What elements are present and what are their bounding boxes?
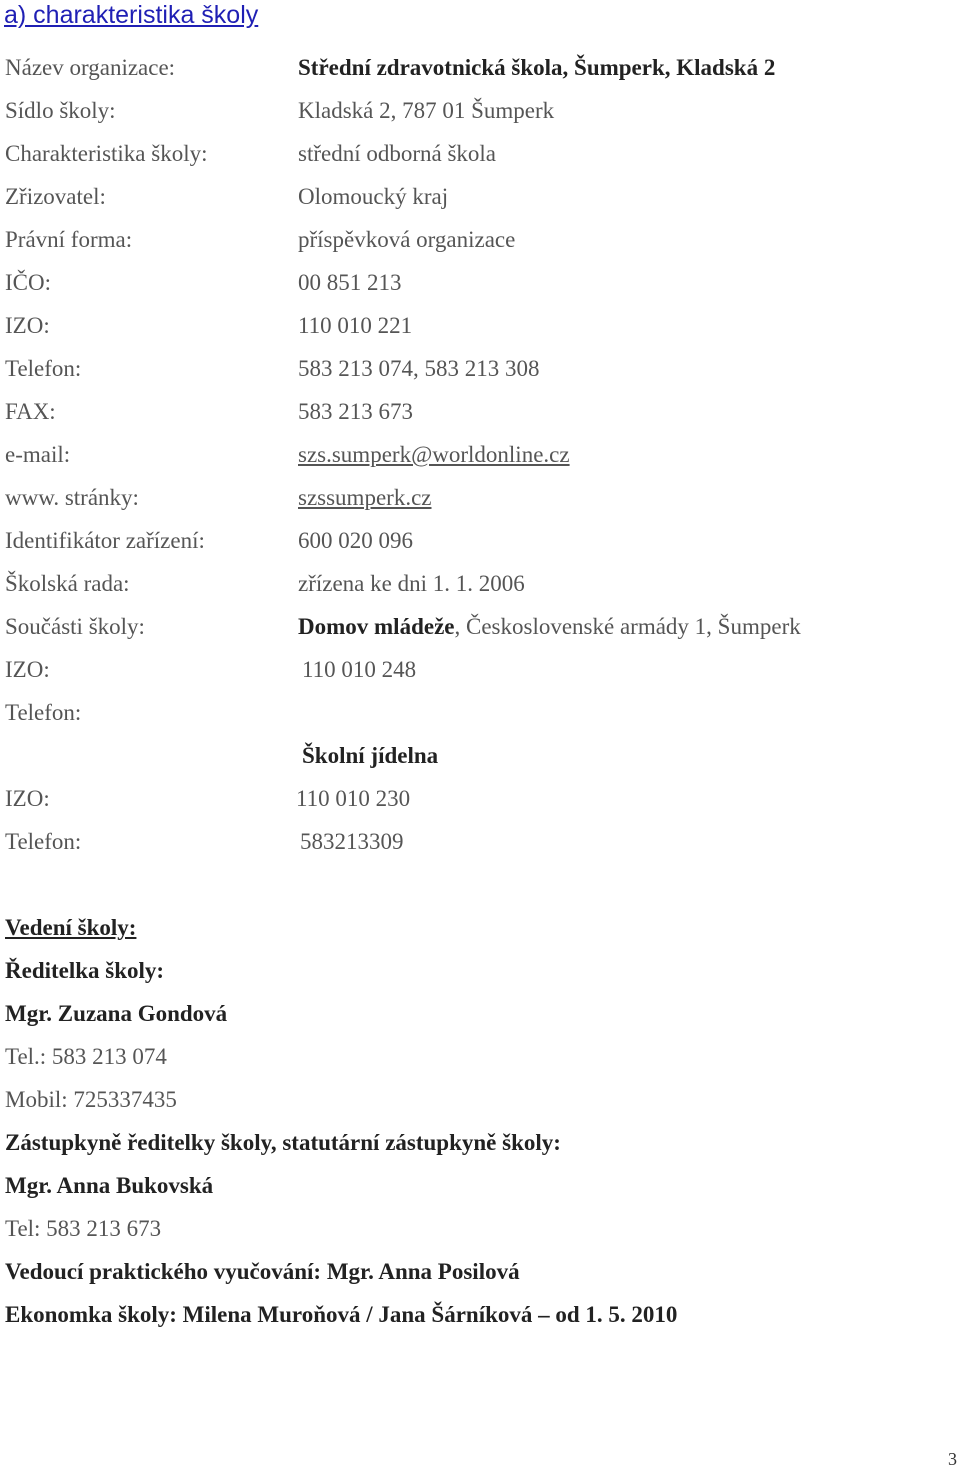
value-izo: 110 010 221 [298, 313, 413, 338]
value-zrizovatel: Olomoucký kraj [298, 184, 449, 209]
value-fax: 583 213 673 [298, 399, 413, 424]
label-soucasti: Součásti školy: [5, 614, 145, 639]
value-jidelna-izo: 110 010 230 [296, 786, 411, 811]
value-jidelna-telefon: 583213309 [300, 829, 404, 854]
label-email: e-mail: [5, 442, 71, 467]
zastupkyne-tel: Tel: 583 213 673 [5, 1216, 162, 1241]
zastupkyne-name: Mgr. Anna Bukovská [5, 1173, 214, 1198]
value-charakteristika: střední odborná škola [298, 141, 497, 166]
label-fax: FAX: [5, 399, 56, 424]
ekonomka: Ekonomka školy: Milena Muroňová / Jana Šárníková – od 1. 5. 2010 [5, 1302, 678, 1327]
reditelka-label: Ředitelka školy: [5, 958, 165, 983]
label-domov-telefon: Telefon: [5, 700, 82, 725]
label-telefon: Telefon: [5, 356, 82, 381]
website-link[interactable]: szssumperk.cz [298, 485, 432, 510]
jidelna-name: Školní jídelna [302, 743, 439, 768]
zastupkyne-label: Zástupkyně ředitelky školy, statutární zástupkyně školy: [5, 1130, 561, 1155]
label-jidelna-telefon: Telefon: [5, 829, 82, 854]
vedouci-praxe: Vedoucí praktického vyučování: Mgr. Anna Posilová [5, 1259, 520, 1284]
value-sidlo: Kladská 2, 787 01 Šumperk [298, 98, 555, 123]
label-izo: IZO: [5, 313, 50, 338]
label-identifikator: Identifikátor zařízení: [5, 528, 205, 553]
value-pravni-forma: příspěvková organizace [298, 227, 516, 252]
reditelka-mobil: Mobil: 725337435 [5, 1087, 177, 1112]
label-pravni-forma: Právní forma: [5, 227, 133, 252]
label-sidlo: Sídlo školy: [5, 98, 116, 123]
label-jidelna-izo: IZO: [5, 786, 50, 811]
value-telefon: 583 213 074, 583 213 308 [298, 356, 540, 381]
vedeni-title: Vedení školy: [5, 915, 137, 940]
label-nazev: Název organizace: [5, 55, 176, 80]
label-domov-izo: IZO: [5, 657, 50, 682]
label-ico: IČO: [5, 270, 51, 295]
label-www: www. stránky: [5, 485, 139, 510]
value-ico: 00 851 213 [298, 270, 402, 295]
label-charakteristika: Charakteristika školy: [5, 141, 208, 166]
domov-name: Domov mládeže [298, 614, 455, 639]
value-nazev: Střední zdravotnická škola, Šumperk, Kladská 2 [298, 55, 776, 80]
value-skolska-rada: zřízena ke dni 1. 1. 2006 [298, 571, 525, 596]
label-skolska-rada: Školská rada: [5, 571, 130, 596]
domov-address: , Československé armády 1, Šumperk [454, 614, 801, 639]
value-identifikator: 600 020 096 [298, 528, 413, 553]
page-number: 3 [948, 1449, 957, 1469]
section-heading: a) charakteristika školy [4, 1, 259, 29]
value-domov-izo: 110 010 248 [302, 657, 417, 682]
value-domov-mladeze [298, 615, 801, 638]
reditelka-name: Mgr. Zuzana Gondová [5, 1001, 228, 1026]
reditelka-tel: Tel.: 583 213 074 [5, 1044, 167, 1069]
label-zrizovatel: Zřizovatel: [5, 184, 106, 209]
email-link[interactable]: szs.sumperk@worldonline.cz [298, 442, 570, 467]
